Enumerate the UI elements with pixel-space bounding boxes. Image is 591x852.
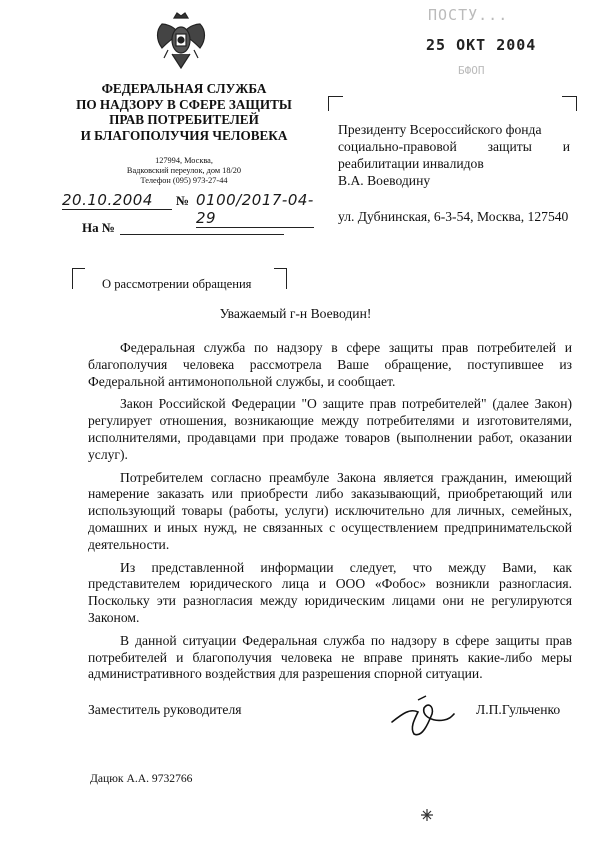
incoming-reference-line <box>120 234 284 235</box>
org-line: ФЕДЕРАЛЬНАЯ СЛУЖБА <box>101 81 267 96</box>
scan-mark-icon <box>420 808 434 822</box>
body-paragraph: Федеральная служба по надзору в сфере защиты прав потребителей и благополучия человека рассмотрела Ваше обращение, поступившее из Федеральной антимонопольной службы, и сообщает. <box>88 340 572 389</box>
recipient-bracket-right <box>562 96 577 111</box>
signer-name: Л.П.Гульченко <box>476 702 561 717</box>
outgoing-reference <box>62 191 314 227</box>
org-line: ПО НАДЗОРУ В СФЕРЕ ЗАЩИТЫ <box>76 96 292 112</box>
received-stamp-note: БФОП <box>458 64 485 77</box>
coat-of-arms-emblem <box>154 10 208 72</box>
sender-address <box>60 156 308 186</box>
outgoing-date: 20.10.2004 <box>62 191 172 210</box>
recipient-address: ул. Дубнинская, 6-3-54, Москва, 127540 <box>338 209 569 224</box>
body-paragraph: Закон Российской Федерации "О защите прав потребителей" (далее Закон) регулирует отношения, возникающие между потребителями и изготовителями, исполнителями, продавцами при продаже товаров (выполнении работ, оказании услуг). <box>88 396 572 462</box>
org-line: И БЛАГОПОЛУЧИЯ ЧЕЛОВЕКА <box>80 127 288 143</box>
received-stamp-date: 25 ОКТ 2004 <box>426 36 537 54</box>
number-sign: № <box>176 193 190 208</box>
sender-organization <box>60 81 308 143</box>
recipient-block <box>338 121 570 189</box>
executor-info: Дацюк А.А. 9732766 <box>90 772 193 785</box>
handwritten-signature <box>388 694 468 740</box>
address-line: Вадковский переулок, дом 18/20 <box>126 166 242 175</box>
address-line: Телефон (095) 973-27-44 <box>140 176 228 185</box>
body-paragraph: Потребителем согласно преамбуле Закона является гражданин, имеющий намерение заказать или приобрести либо заказывающий, приобретающий или использующий товары (работы, услуги) исключительно для личных, семейных, домашних и иных нужд, не связанных с осуществлением предпринимательской деятельности. <box>88 469 572 552</box>
recipient-line: В.А. Воеводину <box>338 173 431 188</box>
outgoing-number: 0100/2017-04-29 <box>196 191 314 227</box>
body-paragraph: В данной ситуации Федеральная служба по надзору в сфере защиты прав потребителей и благополучия человека не вправе принять какие-либо меры административного воздействия для разрешения спорной ситуации. <box>88 632 572 682</box>
address-line: 127994, Москва, <box>155 156 213 165</box>
greeting: Уважаемый г-н Воеводин! <box>219 306 372 321</box>
incoming-reference-label: На № <box>82 220 115 235</box>
org-line: ПРАВ ПОТРЕБИТЕЛЕЙ <box>109 112 259 127</box>
subject-bracket-left <box>72 268 85 289</box>
recipient-line: Президенту Всероссийского фонда <box>338 122 542 137</box>
body-paragraph: Из представленной информации следует, что между Вами, как представителем юридического лица и ООО «Фобос» возникли разногласия. Поскольку эти разногласия между юридическим лицами они не регулируются Законом. <box>88 559 572 625</box>
letter-body <box>88 340 572 689</box>
signer-position: Заместитель руководителя <box>88 702 242 717</box>
recipient-bracket-left <box>328 96 343 111</box>
recipient-line: социально-правовой защиты и <box>338 139 570 154</box>
letter-subject: О рассмотрении обращения <box>102 277 252 291</box>
subject-bracket-right <box>274 268 287 289</box>
received-stamp-label: ПОСТУ... <box>428 6 509 24</box>
recipient-line: реабилитации инвалидов <box>338 156 484 171</box>
